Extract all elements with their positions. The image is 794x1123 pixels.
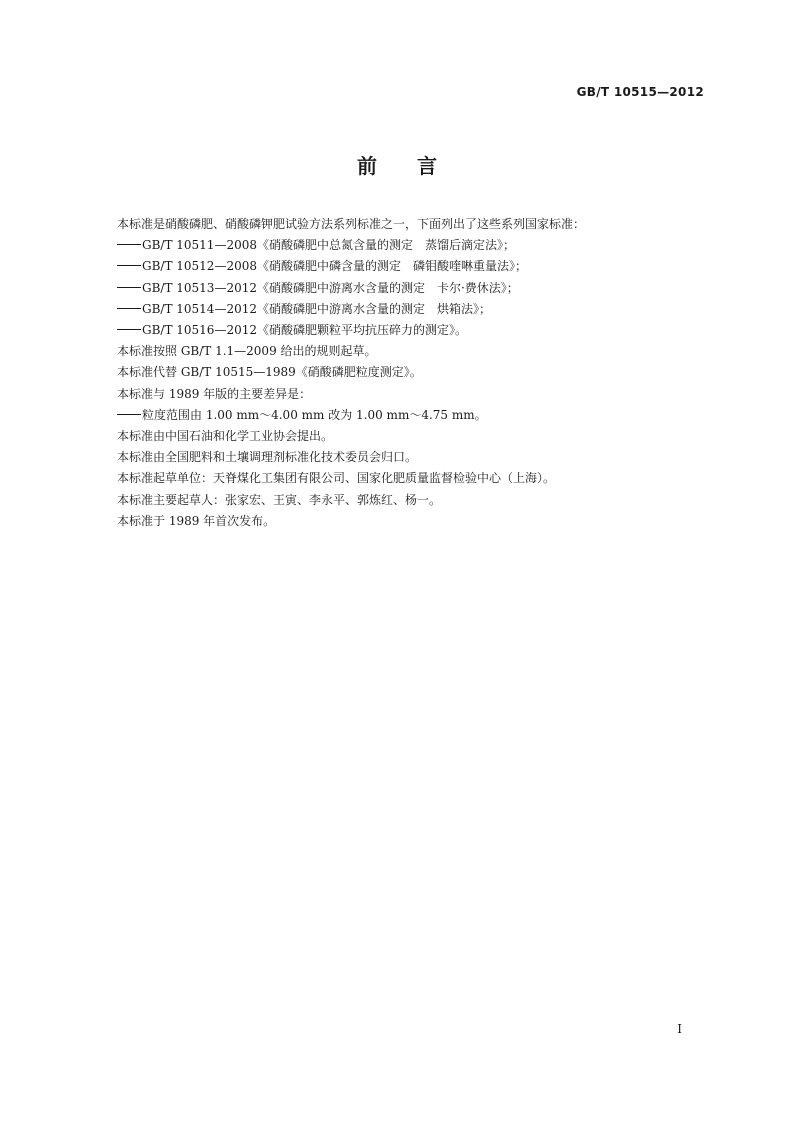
dash-icon bbox=[117, 414, 141, 415]
page-number: I bbox=[677, 1022, 682, 1036]
series-list-item-text: GB/T 10511—2008《硝酸磷肥中总氮含量的测定 蒸馏后滴定法》； bbox=[142, 238, 515, 253]
dash-icon bbox=[117, 265, 141, 266]
standard-code: GB/T 10515—2012 bbox=[576, 85, 704, 99]
differences-intro-paragraph: 本标准与 1989 年版的主要差异是： bbox=[117, 386, 312, 401]
intro-paragraph: 本标准是硝酸磷肥、硝酸磷钾肥试验方法系列标准之一，下面列出了这些系列国家标准： bbox=[117, 217, 586, 231]
centralized-by-paragraph: 本标准由全国肥料和土壤调理剂标准化技术委员会归口。 bbox=[117, 450, 418, 465]
series-list-item bbox=[117, 299, 707, 320]
drafters-paragraph: 本标准主要起草人：张家宏、王寅、李永平、郭炼红、杨一。 bbox=[117, 492, 442, 507]
drafting-units-paragraph: 本标准起草单位：天脊煤化工集团有限公司、国家化肥质量监督检验中心（上海）。 bbox=[117, 471, 556, 486]
first-published-paragraph: 本标准于 1989 年首次发布。 bbox=[117, 513, 276, 528]
replaces-paragraph: 本标准代替 GB/T 10515—1989《硝酸磷肥粒度测定》。 bbox=[117, 365, 422, 380]
series-list-item bbox=[117, 278, 707, 299]
series-list-item bbox=[117, 256, 707, 277]
dash-icon bbox=[117, 308, 141, 309]
series-list-item-text: GB/T 10513—2012《硝酸磷肥中游离水含量的测定 卡尔·费休法》； bbox=[142, 280, 519, 295]
difference-item bbox=[117, 405, 707, 426]
series-list-item-text: GB/T 10512—2008《硝酸磷肥中磷含量的测定 磷钼酸喹啉重量法》； bbox=[142, 259, 527, 274]
foreword-body bbox=[117, 214, 707, 532]
page-title: 前言 bbox=[357, 154, 477, 178]
drafting-rule-paragraph: 本标准按照 GB/T 1.1—2009 给出的规则起草。 bbox=[117, 344, 377, 359]
dash-icon bbox=[117, 287, 141, 288]
proposed-by-paragraph: 本标准由中国石油和化学工业协会提出。 bbox=[117, 429, 334, 444]
series-list-item bbox=[117, 320, 707, 341]
series-list-item-text: GB/T 10516—2012《硝酸磷肥颗粒平均抗压碎力的测定》。 bbox=[142, 323, 467, 338]
dash-icon bbox=[117, 329, 141, 330]
series-list-item-text: GB/T 10514—2012《硝酸磷肥中游离水含量的测定 烘箱法》； bbox=[142, 301, 491, 316]
series-list-item bbox=[117, 235, 707, 256]
difference-item-text: 粒度范围由 1.00 mm～4.00 mm 改为 1.00 mm～4.75 mm。 bbox=[142, 407, 487, 422]
dash-icon bbox=[117, 244, 141, 245]
